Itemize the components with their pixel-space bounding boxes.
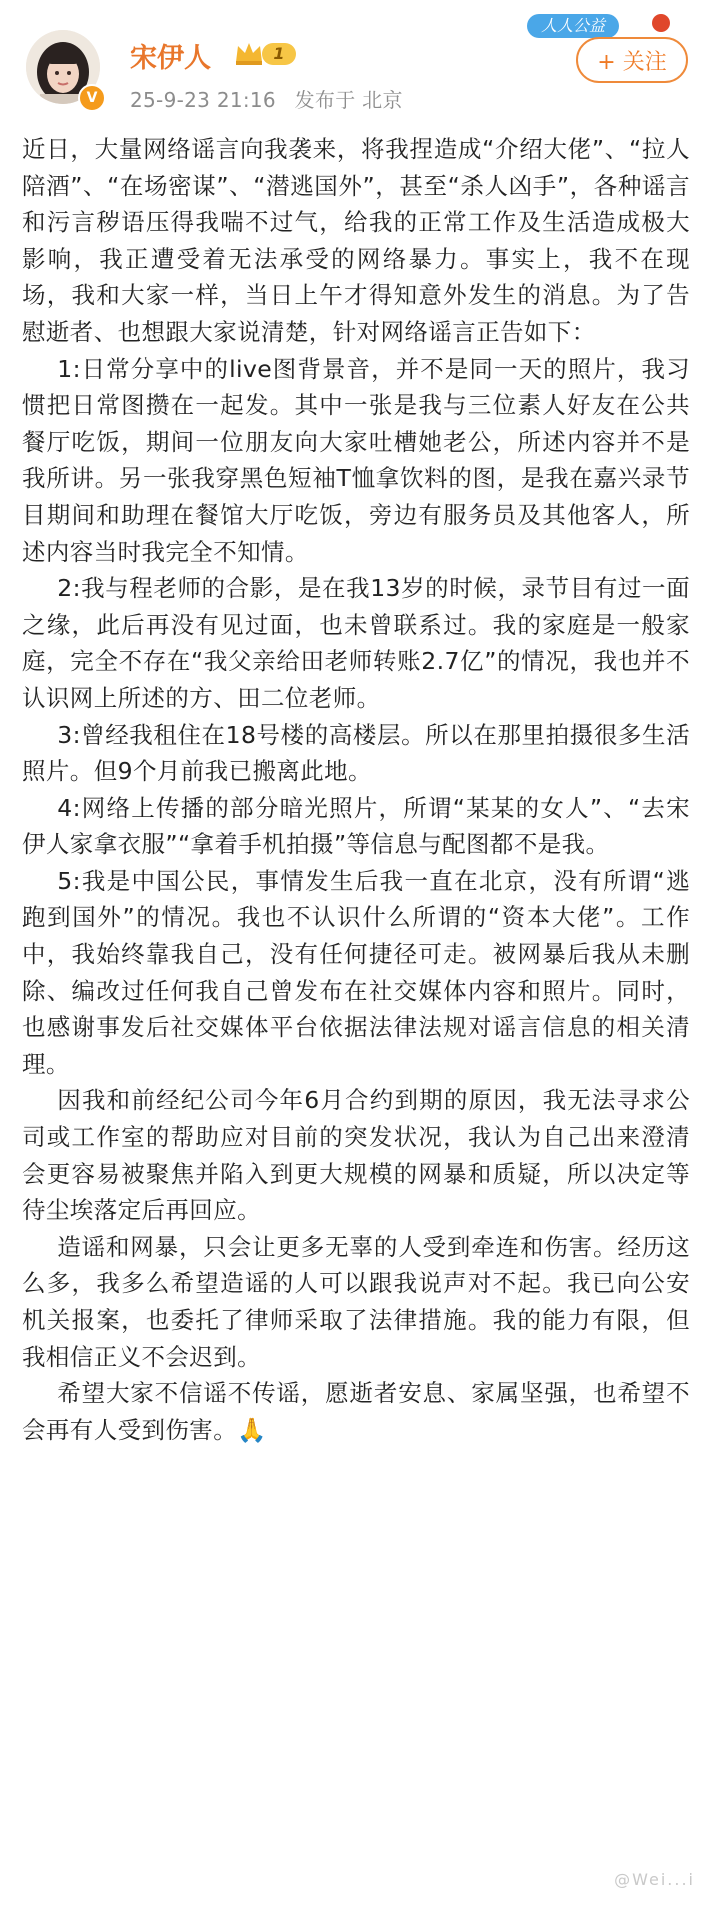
post-date: 25-9-23 21:16 xyxy=(130,88,276,112)
post-paragraph: 5:我是中国公民，事情发生后我一直在北京，没有所谓“逃跑到国外”的情况。我也不认识什么所谓的“资本大佬”。工作中，我始终靠我自己，没有任何捷径可走。被网暴后我从未删除、编改过任何我自己曾发布在社交媒体内容和照片。同时，也感谢事发后社交媒体平台依据法律法规对谣言信息的相关清理。 xyxy=(22,866,690,1078)
post-paragraph-last xyxy=(22,1375,690,1448)
post-paragraph: 因我和前经纪公司今年6月合约到期的原因，我无法寻求公司或工作室的帮助应对目前的突发状况，我认为自己出来澄清会更容易被聚焦并陷入到更大规模的网暴和质疑，所以决定等待尘埃落定后再回应。 xyxy=(22,1086,690,1225)
group-tag[interactable]: 人人公益 xyxy=(527,14,619,38)
verified-mark: V xyxy=(86,90,98,106)
post-body xyxy=(22,131,690,1448)
post-paragraph: 4:网络上传播的部分暗光照片，所谓“某某的女人”、“去宋伊人家拿衣服”“拿着手机拍摄”等信息与配图都不是我。 xyxy=(22,793,690,859)
post-paragraph: 2:我与程老师的合影，是在我13岁的时候，录节目有过一面之缘，此后再没有见过面，也未曾联系过。我的家庭是一般家庭，完全不存在“我父亲给田老师转账2.7亿”的情况，我也并不认识网上所述的方、田二位老师。 xyxy=(22,574,690,712)
crown-icon xyxy=(234,40,264,66)
group-tag-dot-icon xyxy=(652,14,670,32)
follow-button[interactable]: + 关注 xyxy=(576,37,688,83)
post-location: 发布于 北京 xyxy=(294,88,403,112)
verified-badge-icon xyxy=(78,84,106,112)
post-meta xyxy=(130,84,415,113)
level-badge: 1 xyxy=(262,43,296,65)
username[interactable]: 宋伊人 xyxy=(130,43,211,74)
watermark: @Wei...i xyxy=(614,1870,695,1889)
post-paragraph: 造谣和网暴，只会让更多无辜的人受到牵连和伤害。经历这么多，我多么希望造谣的人可以跟我说声对不起。我已向公安机关报案，也委托了律师采取了法律措施。我的能力有限，但我相信正义不会迟到。 xyxy=(22,1232,690,1371)
post-paragraph: 近日，大量网络谣言向我袭来，将我捏造成“介绍大佬”、“拉人陪酒”、“在场密谋”、“潜逃国外”，甚至“杀人凶手”，各种谣言和污言秽语压得我喘不过气，给我的正常工作及生活造成极大影响，我正遭受着无法承受的网络暴力。事实上，我不在现场，我和大家一样，当日上午才得知意外发生的消息。为了告慰逝者、也想跟大家说清楚，针对网络谣言正告如下： xyxy=(22,135,690,346)
post-header xyxy=(0,0,709,125)
post-paragraph: 1:日常分享中的live图背景音，并不是同一天的照片，我习惯把日常图攒在一起发。其中一张是我与三位素人好友在公共餐厅吃饭，期间一位朋友向大家吐槽她老公，所述内容并不是我所讲。另一张我穿黑色短袖T恤拿饮料的图，是我在嘉兴录节目期间和助理在餐馆大厅吃饭，旁边有服务员及其他客人，所述内容当时我完全不知情。 xyxy=(22,354,690,566)
post-paragraph: 3:曾经我租住在18号楼的高楼层。所以在那里拍摄很多生活照片。但9个月前我已搬离此地。 xyxy=(22,720,690,786)
post-paragraph-text: 希望大家不信谣不传谣，愿逝者安息、家属坚强，也希望不会再有人受到伤害。 xyxy=(22,1379,690,1444)
pray-emoji-icon: 🙏 xyxy=(237,1415,267,1444)
